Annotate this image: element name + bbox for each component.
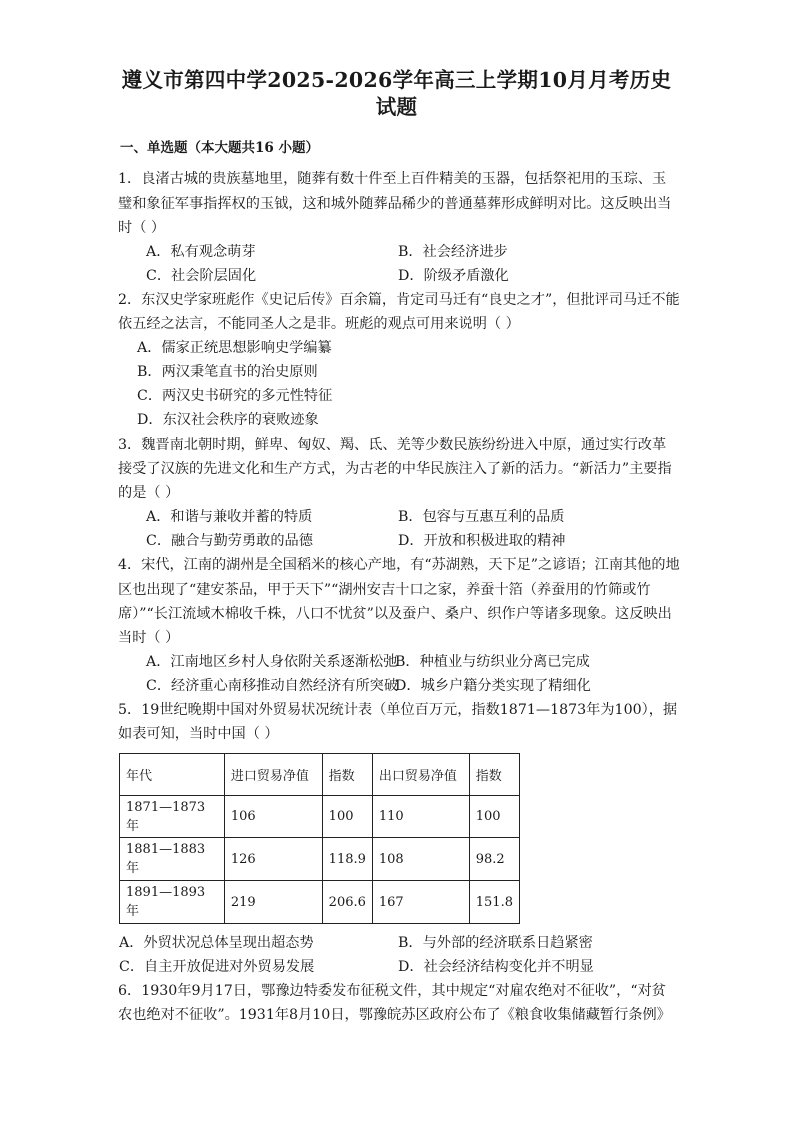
table-cell: 167 [372,881,469,924]
question-4-line-1: 4．宋代，江南的湖州是全国稻米的核心产地，有“苏湖熟，天下足”之谚语；江南其他的地 [118,557,680,573]
question-1-option-d[interactable]: D．阶级矛盾激化 [398,268,509,284]
question-5-line-1: 5．19世纪晚期中国对外贸易状况统计表（单位百万元，指数1871—1873年为100），据 [118,702,678,718]
table-cell: 206.6 [322,881,372,924]
table-header-cell: 指数 [322,754,372,796]
table-cell: 1881—1883年 [120,838,225,881]
question-3-option-a[interactable]: A．和谐与兼收并蓄的特质 [146,509,313,525]
question-5-option-d[interactable]: D．社会经济结构变化并不明显 [398,959,594,975]
question-1-line-2: 璧和象征军事指挥权的玉钺，这和城外随葬品稀少的普通墓葬形成鲜明对比。这反映出当 [118,196,672,212]
table-cell: 151.8 [469,881,519,924]
question-5-option-c[interactable]: C．自主开放促进对外贸易发展 [119,959,315,975]
question-4-option-c[interactable]: C．经济重心南移推动自然经济有所突破 [146,678,399,694]
table-header-cell: 进口贸易净值 [224,754,322,796]
question-2-option-c[interactable]: C．两汉史书研究的多元性特征 [137,388,333,404]
question-2-line-2: 依五经之法言，不能同圣人之是非。班彪的观点可用来说明（ ） [118,316,520,332]
question-3-line-1: 3．魏晋南北朝时期，鲜卑、匈奴、羯、氐、羌等少数民族纷纷进入中原，通过实行改革 [118,437,667,453]
question-3-option-b[interactable]: B．包容与互惠互利的品质 [398,509,565,525]
question-3-line-2: 接受了汉族的先进文化和生产方式，为古老的中华民族注入了新的活力。“新活力”主要指 [118,461,672,477]
table-cell: 1871—1873年 [120,796,225,838]
question-1-line-1: 1．良渚古城的贵族墓地里，随葬有数十件至上百件精美的玉器，包括祭祀用的玉琮、玉 [118,171,667,187]
table-cell: 126 [224,838,322,881]
table-cell: 98.2 [469,838,519,881]
exam-title-line1: 遵义市第四中学2025-2026学年高三上学期10月月考历史 [121,68,672,92]
question-3-line-3: 的是（ ） [118,485,180,501]
trade-statistics-table [119,753,520,924]
question-4-line-3: 席）”“长江流域木棉收千株，八口不忧贫”以及蚕户、桑户、织作户等诸多现象。这反映出 [118,606,672,622]
question-5-option-a[interactable]: A．外贸状况总体呈现出超态势 [119,935,314,951]
question-4-line-4: 当时（ ） [118,630,180,646]
table-row [120,796,520,838]
table-cell: 106 [224,796,322,838]
question-1-option-a[interactable]: A．私有观念萌芽 [146,244,256,260]
table-header-cell: 出口贸易净值 [372,754,469,796]
table-header-row [120,754,520,796]
table-cell: 100 [322,796,372,838]
exam-title-line2: 试题 [375,95,418,119]
table-cell: 110 [372,796,469,838]
table-cell: 1891—1893年 [120,881,225,924]
table-cell: 219 [224,881,322,924]
table-header-cell: 年代 [120,754,225,796]
question-3-option-d[interactable]: D．开放和积极进取的精神 [398,533,566,549]
table-cell: 108 [372,838,469,881]
table-cell: 100 [469,796,519,838]
question-3-option-c[interactable]: C．融合与勤劳勇敢的品德 [146,533,313,549]
question-1-option-b[interactable]: B．社会经济进步 [398,244,508,260]
question-4-option-b[interactable]: B．种植业与纺织业分离已完成 [395,654,590,670]
question-2-option-a[interactable]: A．儒家正统思想影响史学编纂 [137,340,332,356]
table-row [120,838,520,881]
question-1-option-c[interactable]: C．社会阶层固化 [146,268,257,284]
section-heading: 一、单选题（本大题共16 小题） [120,140,319,156]
question-2-option-d[interactable]: D．东汉社会秩序的衰败迹象 [137,412,319,428]
question-6-line-1: 6．1930年9月17日，鄂豫边特委发布征税文件，其中规定“对雇农绝对不征收”，“对贫 [118,983,666,999]
question-6-line-2: 农也绝对不征收”。1931年8月10日，鄂豫皖苏区政府公布了《粮食收集储藏暂行条例》 [118,1007,671,1023]
question-2-option-b[interactable]: B．两汉秉笔直书的治史原则 [137,364,318,380]
question-2-line-1: 2．东汉史学家班彪作《史记后传》百余篇，肯定司马迁有“良史之才”，但批评司马迁不能 [118,292,680,308]
question-5-line-2: 如表可知，当时中国（ ） [118,726,279,742]
question-1-line-3: 时（ ） [118,220,166,236]
table-cell: 118.9 [322,838,372,881]
question-4-option-d[interactable]: D．城乡户籍分类实现了精细化 [395,678,591,694]
question-4-option-a[interactable]: A．江南地区乡村人身依附关系逐渐松弛 [146,654,398,670]
table-row [120,881,520,924]
question-4-line-2: 区也出现了“建安茶品，甲于天下”“湖州安吉十口之家，养蚕十箔（养蚕用的竹筛或竹 [118,582,651,598]
question-5-option-b[interactable]: B．与外部的经济联系日趋紧密 [398,935,593,951]
table-header-cell: 指数 [469,754,519,796]
